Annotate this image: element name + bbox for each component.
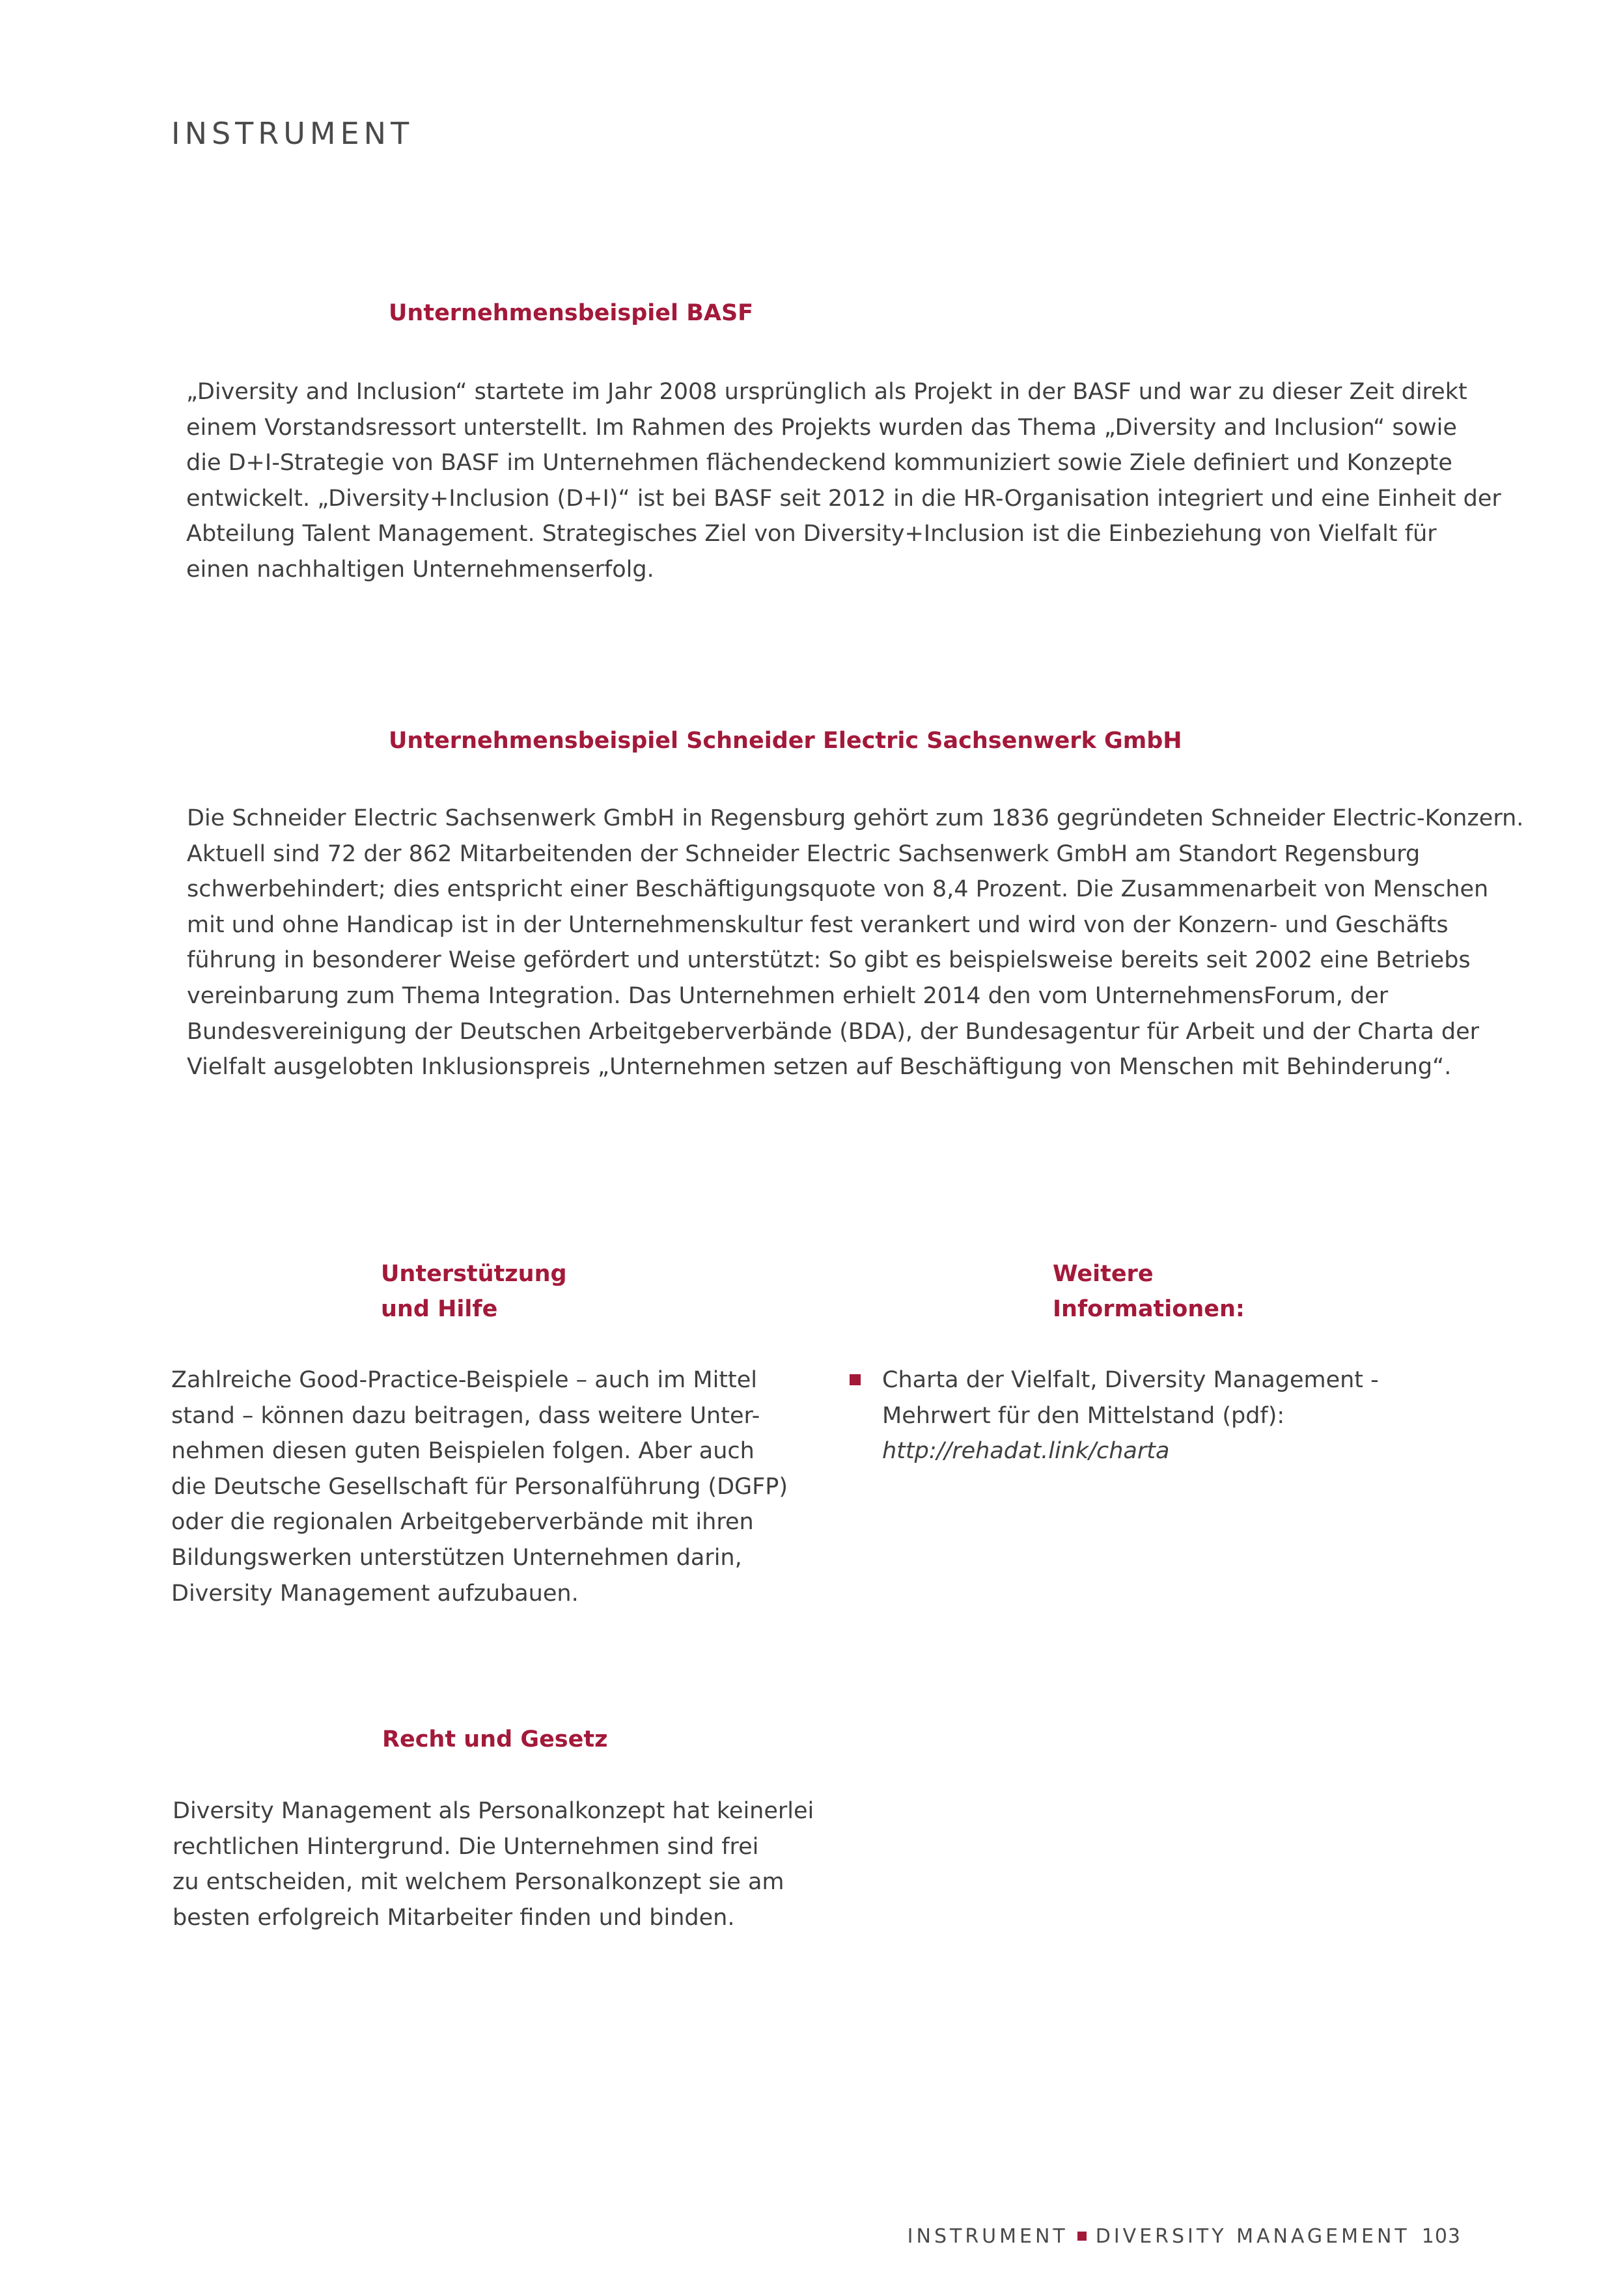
info-list [882,1362,1379,1469]
law-line: besten erfolgreich Mitarbeiter finden und binden. [173,1904,735,1931]
support-line: nehmen diesen guten Beispielen folgen. Aber auch [171,1438,755,1465]
schneider-line: mit und ohne Handicap ist in der Unternehmenskultur fest verankert und wird von der Konzern- und Geschäfts [187,911,1449,938]
basf-heading: Unternehmensbeispiel BASF [389,300,754,326]
info-item-text: Charta der Vielfalt, Diversity Management - [882,1367,1379,1393]
schneider-line: vereinbarung zum Thema Integration. Das Unternehmen erhielt 2014 den vom UnternehmensForum, der [187,982,1389,1009]
schneider-line: Vielfalt ausgelobten Inklusionspreis „Unternehmen setzen auf Beschäftigung von Menschen mit Behinderung“. [187,1054,1452,1081]
law-line: Diversity Management als Personalkonzept hat keinerlei [173,1798,814,1824]
support-line: die Deutsche Gesellschaft für Personalführung (DGFP) [171,1473,788,1500]
section-label: INSTRUMENT [171,116,414,151]
schneider-paragraph [187,801,1523,1085]
info-heading-line: Weitere [1053,1261,1154,1287]
footer-section: INSTRUMENT [907,2225,1068,2248]
schneider-line: Aktuell sind 72 der 862 Mitarbeitenden der Schneider Electric Sachsenwerk GmbH am Standort Regensburg [187,840,1421,867]
support-heading [381,1256,567,1327]
basf-line: Abteilung Talent Management. Strategisches Ziel von Diversity+Inclusion ist die Einbeziehung von Vielfalt für [186,521,1437,547]
footer-title: DIVERSITY MANAGEMENT [1095,2225,1410,2248]
schneider-line: schwerbehindert; dies entspricht einer Beschäftigungsquote von 8,4 Prozent. Die Zusammenarbeit von Menschen [187,876,1489,903]
charta-link[interactable]: http://rehadat.link/charta [882,1438,1170,1465]
law-paragraph [173,1793,814,1935]
support-heading-line: Unterstützung [381,1261,567,1287]
support-paragraph [171,1362,788,1611]
footer-separator-icon [1077,2232,1087,2241]
support-line: oder die regionalen Arbeitgeberverbände mit ihren [171,1509,754,1536]
basf-line: einem Vorstandsressort unterstellt. Im Rahmen des Projekts wurden das Thema „Diversity and Inclusion“ sowie [186,414,1457,441]
page-number: 103 [1421,2225,1461,2248]
law-line: zu entscheiden, mit welchem Personalkonzept sie am [173,1869,784,1896]
info-list-item [882,1362,1379,1469]
schneider-line: führung in besonderer Weise gefördert und unterstützt: So gibt es beispielsweise bereits seit 2002 eine Betriebs [187,947,1471,974]
schneider-line: Die Schneider Electric Sachsenwerk GmbH in Regensburg gehört zum 1836 gegründeten Schneider Electric-Konzern. [187,805,1524,831]
page-footer [908,2225,1461,2248]
basf-line: entwickelt. „Diversity+Inclusion (D+I)“ ist bei BASF seit 2012 in die HR-Organisation integriert und eine Einheit der [186,485,1501,512]
schneider-line: Bundesvereinigung der Deutschen Arbeitgeberverbände (BDA), der Bundesagentur für Arbeit und der Charta der [187,1018,1480,1045]
info-heading [1053,1256,1245,1327]
basf-line: „Diversity and Inclusion“ startete im Jahr 2008 ursprünglich als Projekt in der BASF und war zu dieser Zeit direkt [186,379,1467,405]
basf-line: einen nachhaltigen Unternehmenserfolg. [186,556,654,583]
support-line: Zahlreiche Good-Practice-Beispiele – auch im Mittel [171,1367,758,1393]
support-line: Diversity Management aufzubauen. [171,1580,579,1607]
schneider-heading: Unternehmensbeispiel Schneider Electric Sachsenwerk GmbH [389,728,1182,754]
square-bullet-icon [850,1374,861,1385]
info-heading-line: Informationen: [1053,1296,1245,1322]
support-heading-line: und Hilfe [381,1296,498,1322]
basf-paragraph [186,374,1501,588]
law-line: rechtlichen Hintergrund. Die Unternehmen sind frei [173,1833,759,1860]
info-item-text: Mehrwert für den Mittelstand (pdf): [882,1402,1285,1429]
law-heading: Recht und Gesetz [382,1726,608,1752]
basf-line: die D+I-Strategie von BASF im Unternehmen flächendeckend kommuniziert sowie Ziele definiert und Konzepte [186,450,1452,477]
support-line: stand – können dazu beitragen, dass weitere Unter- [171,1402,760,1429]
support-line: Bildungswerken unterstützen Unternehmen darin, [171,1544,742,1571]
